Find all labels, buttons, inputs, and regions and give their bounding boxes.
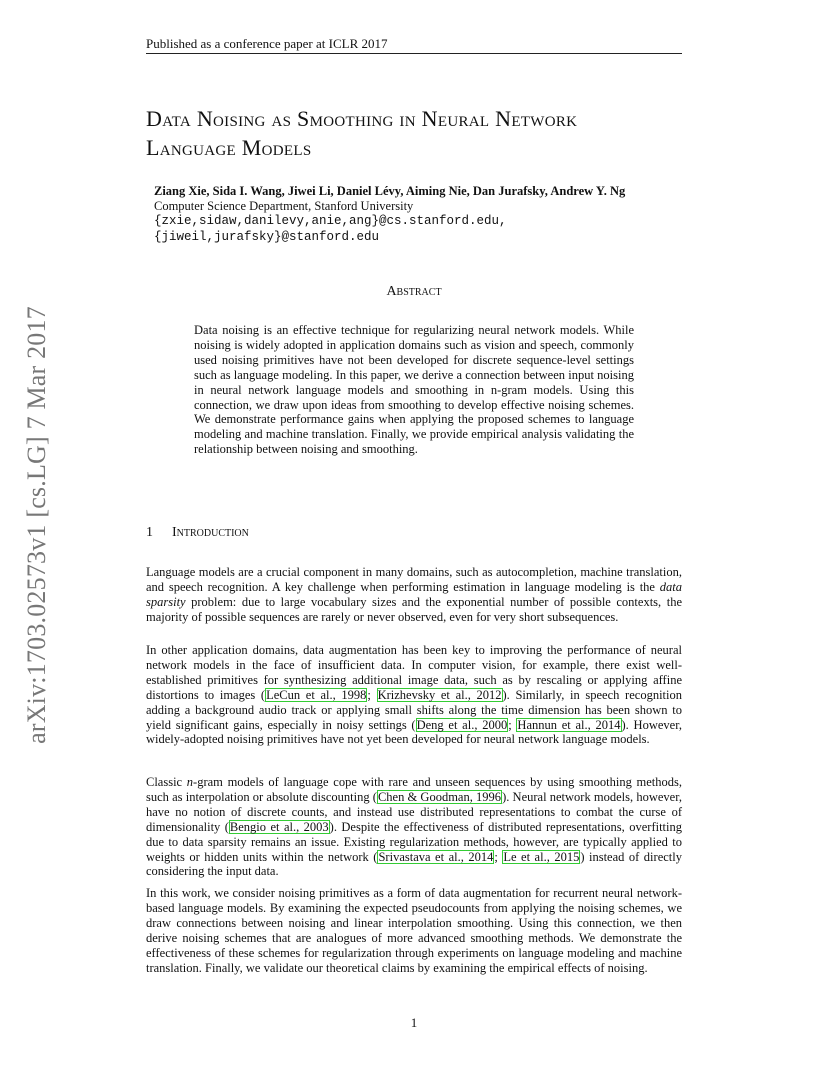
citation-hannun-2014[interactable]: Hannun et al., 2014: [517, 717, 621, 732]
citation-le-2015[interactable]: Le et al., 2015: [503, 849, 580, 864]
section-number: 1: [146, 525, 153, 540]
page-number: 1: [410, 1015, 418, 1030]
abstract-heading: Abstract: [386, 284, 442, 299]
citation-srivastava-2014[interactable]: Srivastava et al., 2014: [378, 849, 494, 864]
citation-chen-goodman-1996[interactable]: Chen & Goodman, 1996: [377, 789, 502, 804]
title-line-1: Data Noising as Smoothing in Neural Network: [146, 106, 578, 131]
arxiv-sidebar: [22, 290, 52, 760]
header-rule: [146, 53, 682, 54]
intro-paragraph-1: Language models are a crucial component in many domains, such as autocompletion, machine translation, and speech recognition. A key challenge when performing estimation in language modeling is the data sparsity problem: due to large vocabulary sizes and the exponential number of possible contexts, the majority of possible sequences are rarely or never observed, even for very short subsequences.: [146, 565, 682, 624]
citation-lecun-1998[interactable]: LeCun et al., 1998: [266, 687, 367, 702]
email-line-2: {jiweil,jurafsky}@stanford.edu: [154, 230, 380, 244]
citation-bengio-2003[interactable]: Bengio et al., 2003: [229, 819, 329, 834]
emphasis-data-sparsity: data sparsity: [146, 579, 682, 609]
citation-krizhevsky-2012[interactable]: Krizhevsky et al., 2012: [377, 687, 502, 702]
math-n: n: [186, 775, 194, 789]
intro-paragraph-2: In other application domains, data augmentation has been key to improving the performance of neural network models in the face of insufficient data. In computer vision, for example, there exist well-established primitives for synthesizing additional image data, such as by rescaling or applying affine distortions to images (LeCun et al., 1998; Krizhevsky et al., 2012). Similarly, in speech recognition adding a background audio track or applying small shifts along the time dimension has been shown to yield significant gains, especially in noisy settings (Deng et al., 2000; Hannun et al., 2014). However, widely-adopted noising primitives have not yet been developed for neural network language models.: [146, 643, 682, 747]
section-title: Introduction: [172, 525, 249, 540]
email-line-1: {zxie,sidaw,danilevy,anie,ang}@cs.stanford.edu,: [154, 214, 507, 228]
section-heading-introduction: [146, 525, 249, 541]
running-header: Published as a conference paper at ICLR 2017: [146, 36, 388, 51]
arxiv-identifier[interactable]: arXiv:1703.02573v1 [cs.LG] 7 Mar 2017: [22, 306, 51, 744]
citation-deng-2000[interactable]: Deng et al., 2000: [416, 717, 508, 732]
title-line-2: Language Models: [146, 135, 312, 160]
paper-title: [146, 104, 706, 162]
intro-paragraph-4: In this work, we consider noising primitives as a form of data augmentation for recurrent neural network-based language models. By examining the expected pseudocounts from applying the noising schemes, we draw connections between noising and linear interpolation smoothing. Using this connection, we then derive noising schemes that are analogues of more advanced smoothing methods. We demonstrate the effectiveness of these schemes for regularization through experiments on language modeling and machine translation. Finally, we validate our theoretical claims by examining the empirical effects of noising.: [146, 886, 682, 975]
intro-paragraph-3: Classic n-gram models of language cope with rare and unseen sequences by using smoothing methods, such as interpolation or absolute discounting (Chen & Goodman, 1996). Neural network models, however, have no notion of discrete counts, and instead use distributed representations to combat the curse of dimensionality (Bengio et al., 2003). Despite the effectiveness of distributed representations, overfitting due to data sparsity remains an issue. Existing regularization methods, however, are typically applied to weights or hidden units within the network (Srivastava et al., 2014; Le et al., 2015) instead of directly considering the input data.: [146, 775, 682, 879]
affiliation: Computer Science Department, Stanford University: [154, 199, 414, 213]
author-list: Ziang Xie, Sida I. Wang, Jiwei Li, Daniel Lévy, Aiming Nie, Dan Jurafsky, Andrew Y. Ng: [154, 184, 626, 198]
abstract-text: Data noising is an effective technique for regularizing neural network models. While noising is widely adopted in application domains such as vision and speech, commonly used noising primitives have not been developed for discrete sequence-level settings such as language modeling. In this paper, we derive a connection between input noising in neural network language models and smoothing in n-gram models. Using this connection, we draw upon ideas from smoothing to develop effective noising schemes. We demonstrate performance gains when applying the proposed schemes to language modeling and machine translation. Finally, we provide empirical analysis validating the relationship between noising and smoothing.: [194, 323, 634, 457]
